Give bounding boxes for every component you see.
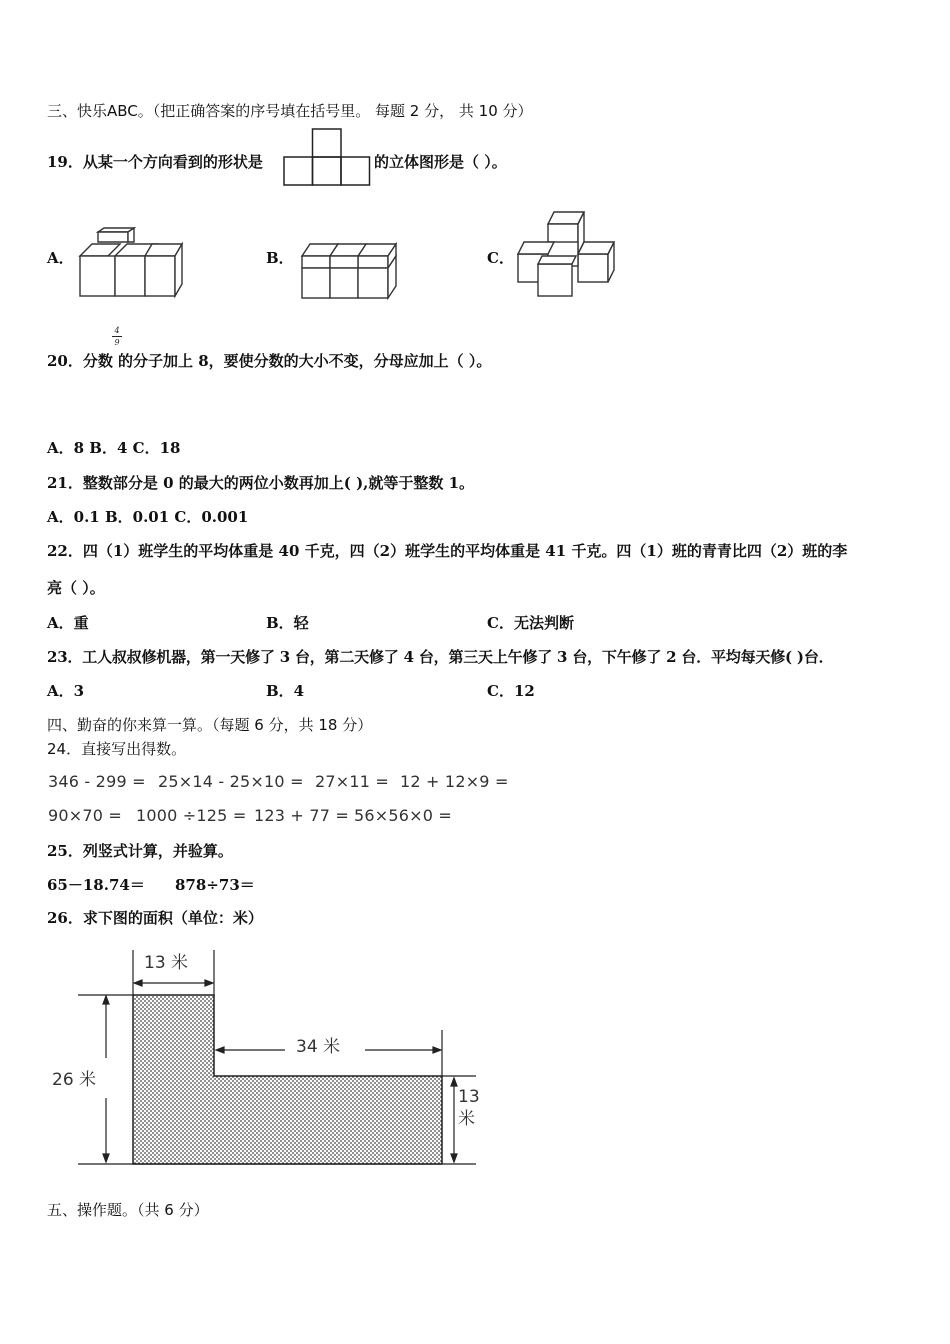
q22-line-1: 22．四（1）班学生的平均体重是 40 千克，四（2）班学生的平均体重是 41 千克。四（1）班的青青比四（2）班的李	[47, 542, 848, 560]
q25-item-1: 65－18.74＝	[47, 876, 145, 894]
q23-text: 23．工人叔叔修机器，第一天修了 3 台，第二天修了 4 台，第三天上午修了 3 台，下午修了 2 台．平均每天修( )台．	[47, 648, 834, 666]
q24-row2-item2: 1000 ÷125 =	[136, 806, 247, 825]
q26-top-width-label: 13 米	[144, 953, 189, 973]
q25-item-2: 878÷73＝	[175, 876, 255, 894]
q24-row1-item3: 27×11 =	[315, 772, 390, 791]
q22-option-b: B．轻	[266, 614, 309, 632]
q21-text: 21．整数部分是 0 的最大的两位小数再加上( ),就等于整数 1。	[47, 474, 475, 492]
q22-option-a: A．重	[47, 614, 89, 632]
l-shape-region	[133, 995, 442, 1164]
section-4-title: 四、勤奋的你来算一算。（每题 6 分，共 18 分）	[47, 716, 373, 734]
section-3-title: 三、快乐ABC。（把正确答案的序号填在括号里。 每题 2 分， 共 10 分）	[47, 102, 533, 120]
q23-option-a: A．3	[47, 682, 85, 700]
q20-fraction-numerator: 4	[114, 326, 120, 335]
q24-row2-item1: 90×70 =	[48, 806, 123, 825]
q26-right-height-label-line2: 米	[458, 1109, 475, 1129]
q25-title: 25．列竖式计算，并验算。	[47, 842, 233, 860]
q22-option-c: C．无法判断	[487, 614, 574, 632]
q20-suffix: 的分子加上 8，要使分数的大小不变，分母应加上（ ）。	[118, 352, 492, 370]
q26-left-height-label: 26 米	[52, 1070, 97, 1090]
q24-row1-item1: 346 - 299 =	[48, 772, 146, 791]
q20-fraction-denominator: 9	[114, 338, 120, 347]
q24-title: 24．直接写出得数。	[47, 740, 187, 758]
q26-title: 26．求下图的面积（单位：米）	[47, 909, 263, 927]
q20-options: A．8 B．4 C．18	[47, 439, 181, 457]
q19-prefix: 19．从某一个方向看到的形状是	[47, 153, 263, 171]
q20-prefix: 20．分数	[47, 352, 113, 370]
q19-suffix: 的立体图形是（ ）。	[374, 153, 507, 171]
q19-option-a-label: A．	[47, 249, 74, 267]
q23-option-b: B．4	[266, 682, 305, 700]
q26-right-height-label-line1: 13	[458, 1087, 480, 1107]
q24-row2-item4: 56×56×0 =	[354, 806, 453, 825]
q22-line-2: 亮（ ）。	[47, 579, 105, 597]
q26-bottom-width-label: 34 米	[296, 1037, 341, 1057]
section-5-title: 五、操作题。（共 6 分）	[47, 1201, 209, 1219]
q26-right-height-label	[458, 1086, 480, 1130]
q24-row1-item2: 25×14 - 25×10 =	[158, 772, 304, 791]
q23-option-c: C．12	[487, 682, 535, 700]
q24-row2-item3: 123 + 77 =	[254, 806, 349, 825]
q19-option-b-label: B．	[266, 249, 294, 267]
q19-option-c-label: C．	[487, 249, 514, 267]
q21-options: A．0.1 B．0.01 C．0.001	[47, 508, 249, 526]
q24-row1-item4: 12 + 12×9 =	[400, 772, 509, 791]
